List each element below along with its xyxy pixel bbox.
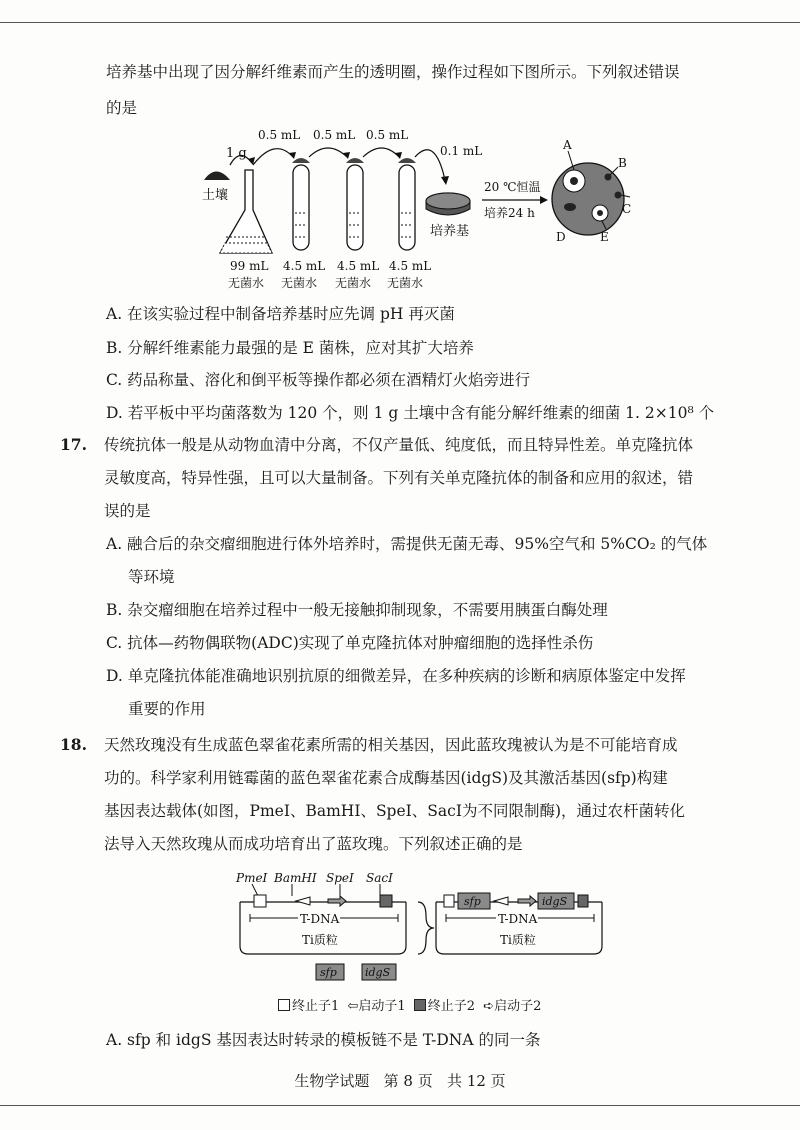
bottom-rule — [0, 1105, 800, 1106]
legend-terminator-2: 终止子2 — [427, 999, 476, 1014]
q17-option-c: C. 抗体—药物偶联物(ADC)实现了单克隆抗体对肿瘤细胞的选择性杀伤 — [106, 634, 594, 652]
q16-option-c: C. 药品称量、溶化和倒平板等操作都必须在酒精灯火焰旁进行 — [106, 371, 531, 389]
q17-stem-2: 灵敏度高，特异性强，且可以大量制备。下列有关单克隆抗体的制备和应用的叙述，错 — [104, 469, 694, 487]
tube-3-icon — [398, 158, 416, 250]
q17-option-a-2: 等环境 — [128, 568, 175, 586]
tube-2-vol: 4.5 mL — [337, 259, 380, 273]
q18-stem-2: 功的。科学家利用链霉菌的蓝色翠雀花素合成酶基因(idgS)及其激活基因(sfp)构建 — [104, 769, 668, 787]
q17-option-b: B. 杂交瘤细胞在培养过程中一般无接触抑制现象，不需要用胰蛋白酶处理 — [106, 601, 608, 619]
medium-label: 培养基 — [430, 224, 470, 239]
colony-d: D — [556, 230, 566, 244]
tube-1-vol: 4.5 mL — [283, 259, 326, 273]
vector-legend — [278, 995, 545, 1019]
q16-option-a: A. 在该实验过程中制备培养基时应先调 pH 再灭菌 — [106, 305, 455, 323]
q17-option-d-1: D. 单克隆抗体能准确地识别抗原的细微差异，在多种疾病的诊断和病原体鉴定中发挥 — [106, 667, 686, 685]
q18-option-a: A. sfp 和 idgS 基因表达时转录的模板链不是 T-DNA 的同一条 — [106, 1031, 541, 1049]
gene-sfp-right: sfp — [464, 895, 481, 908]
enzyme-sac: SacⅠ — [366, 871, 393, 885]
gene-idgs-free: idgS — [365, 966, 391, 979]
gene-sfp-free: sfp — [320, 966, 337, 979]
footer-subject: 生物学试题 — [294, 1072, 370, 1090]
footer-page: 第 8 页 — [383, 1072, 433, 1090]
vol-3: 0.5 mL — [366, 128, 409, 142]
q17-number: 17. — [60, 435, 87, 454]
intro-line-2: 的是 — [106, 99, 138, 117]
q18-stem-3: 基因表达载体(如图，PmeⅠ、BamHⅠ、SpeⅠ、SacⅠ为不同限制酶)，通过农杆菌转化 — [104, 802, 685, 820]
promoter-1-legend-icon: ⇦ — [347, 999, 359, 1014]
plasmid-label-right: Ti质粒 — [500, 933, 536, 947]
enzyme-spe: SpeⅠ — [326, 871, 354, 885]
q16-option-d: D. 若平板中平均菌落数为 120 个，则 1 g 土壤中含有能分解纤维素的细菌 1. 2×10⁸ 个 — [106, 404, 715, 422]
tube-1-water: 无菌水 — [281, 276, 318, 290]
colony-b: B — [618, 156, 627, 170]
top-rule — [0, 22, 800, 23]
colony-e: E — [600, 230, 609, 244]
flask-water: 无菌水 — [228, 276, 265, 290]
enzyme-bamh: BamHⅠ — [274, 871, 317, 885]
soil-label: 土壤 — [202, 188, 229, 203]
q17-stem-3: 误的是 — [104, 502, 151, 520]
footer-total: 共 12 页 — [447, 1072, 506, 1090]
q18-stem-1: 天然玫瑰没有生成蓝色翠雀花素所需的相关基因，因此蓝玫瑰被认为是不可能培育成 — [104, 736, 678, 754]
dilution-diagram — [190, 125, 630, 300]
vector-diagram — [230, 868, 610, 986]
tdna-label-left: T-DNA — [300, 912, 340, 926]
gene-idgs-right: idgS — [542, 895, 568, 908]
plasmid-label-left: Ti质粒 — [302, 933, 338, 947]
terminator-1-icon — [254, 895, 266, 907]
q18-number: 18. — [60, 735, 87, 754]
legend-promoter-1: 启动子1 — [358, 999, 406, 1014]
mass-label: 1 g — [226, 146, 247, 161]
intro-line-1: 培养基中出现了因分解纤维素而产生的透明圈，操作过程如下图所示。下列叙述错误 — [106, 63, 680, 81]
tube-1-icon — [292, 158, 310, 250]
flask-vol: 99 mL — [230, 259, 269, 273]
enzyme-pme: PmeⅠ — [236, 871, 268, 885]
q17-option-d-2: 重要的作用 — [128, 700, 206, 718]
legend-terminator-1: 终止子1 — [292, 999, 340, 1014]
soil-pile-icon — [204, 172, 230, 181]
q17-option-a-1: A. 融合后的杂交瘤细胞进行体外培养时，需提供无菌无毒、95%空气和 5%CO₂ 的气体 — [106, 535, 708, 553]
vol-2: 0.5 mL — [313, 128, 356, 142]
promoter-2-icon — [328, 896, 346, 906]
tube-2-icon — [346, 158, 364, 250]
flask-icon — [220, 170, 272, 253]
tube-3-vol: 4.5 mL — [389, 259, 432, 273]
vol-1: 0.5 mL — [258, 128, 301, 142]
tube-2-water: 无菌水 — [335, 276, 372, 290]
terminator-1-legend-icon — [278, 999, 290, 1011]
incubate-time: 培养24 h — [484, 206, 535, 220]
promoter-1-icon — [296, 897, 310, 905]
vol-4: 0.1 mL — [440, 144, 483, 158]
terminator-2-icon — [380, 895, 392, 907]
terminator-2-legend-icon — [414, 999, 426, 1011]
colony-c: C — [622, 202, 632, 216]
tube-3-water: 无菌水 — [387, 276, 424, 290]
legend-promoter-2: 启动子2 — [494, 999, 542, 1014]
tdna-label-right: T-DNA — [498, 912, 538, 926]
q16-option-b: B. 分解纤维素能力最强的是 E 菌株，应对其扩大培养 — [106, 339, 474, 357]
page-footer — [0, 1070, 800, 1091]
promoter-2-legend-icon: ➪ — [483, 999, 495, 1014]
result-plate-icon — [552, 163, 624, 235]
q17-stem-1: 传统抗体一般是从动物血清中分离，不仅产量低、纯度低，而且特异性差。单克隆抗体 — [104, 436, 694, 454]
q18-stem-4: 法导入天然玫瑰从而成功培育出了蓝玫瑰。下列叙述正确的是 — [104, 835, 523, 853]
petri-dish-icon — [426, 193, 470, 215]
incubate-temp: 20 ℃恒温 — [484, 180, 541, 194]
colony-a: A — [563, 138, 572, 152]
